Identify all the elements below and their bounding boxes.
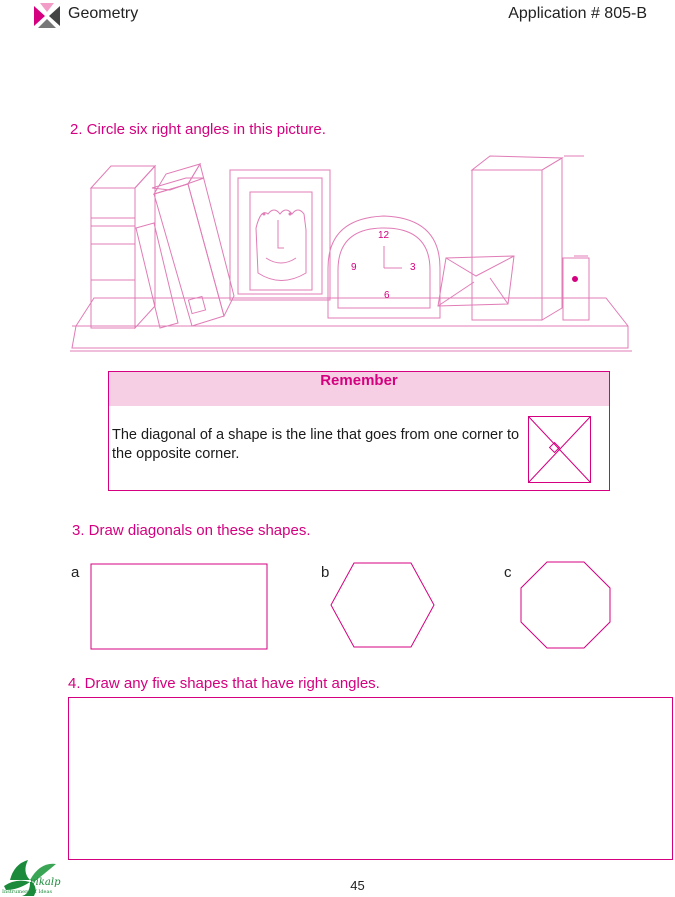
- shelf-picture: [66, 148, 634, 358]
- vikalp-logo-text: vikalp: [30, 877, 61, 888]
- clock-number-6: 6: [384, 290, 390, 301]
- question-2-title: 2. Circle six right angles in this picture.: [70, 121, 326, 138]
- page-number: 45: [350, 878, 365, 893]
- question-4-title: 4. Draw any five shapes that have right angles.: [68, 675, 380, 692]
- remember-heading: Remember: [109, 372, 609, 406]
- header-title: Geometry: [68, 5, 139, 22]
- clock-number-12: 12: [378, 230, 390, 241]
- remember-text: The diagonal of a shape is the line that goes from one corner to the opposite corner.: [112, 427, 520, 462]
- rectangle-shape[interactable]: [90, 563, 268, 650]
- application-number: Application # 805-B: [508, 5, 647, 22]
- question-3-title: 3. Draw diagonals on these shapes.: [72, 522, 311, 539]
- drawing-area[interactable]: [68, 697, 673, 860]
- shape-label-a: a: [71, 564, 80, 581]
- shape-label-c: c: [504, 564, 512, 581]
- hexagon-shape[interactable]: [330, 562, 435, 648]
- diagonal-example-square: [528, 416, 591, 483]
- vikalp-logo-tagline: Instrument of Ideas: [2, 889, 53, 895]
- clock-number-3: 3: [410, 262, 416, 273]
- geometry-logo-icon: [32, 2, 62, 28]
- shape-label-b: b: [321, 564, 330, 581]
- clock-number-9: 9: [351, 262, 357, 273]
- octagon-shape[interactable]: [520, 561, 611, 649]
